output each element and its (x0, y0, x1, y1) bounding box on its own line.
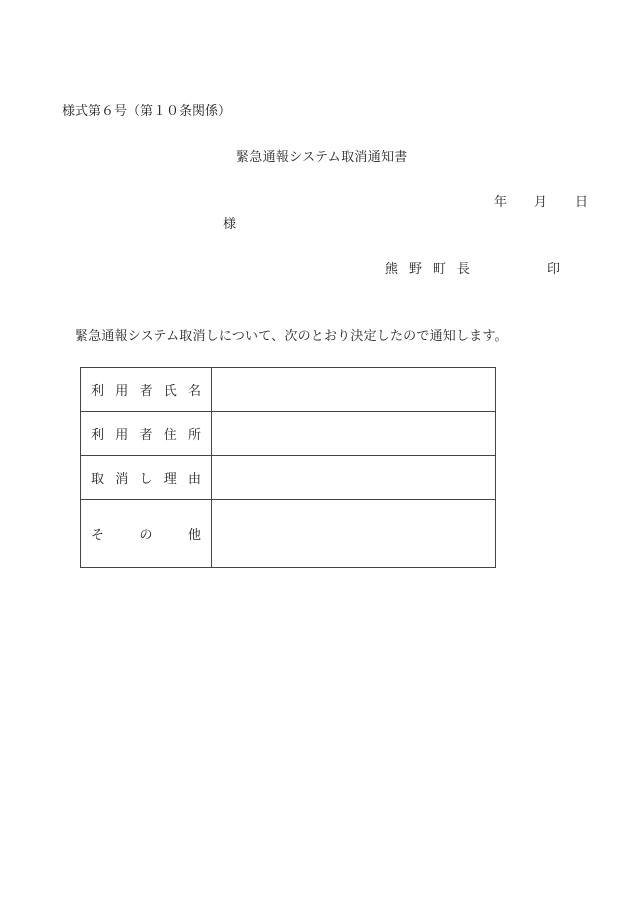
seal-label: 印 (547, 262, 561, 277)
user-address-field[interactable] (212, 412, 496, 456)
form-number: 様式第６号（第１０条関係） (62, 104, 232, 119)
table-row-user-address (81, 412, 496, 456)
user-name-field[interactable] (212, 368, 496, 412)
table-row-user-name (81, 368, 496, 412)
issuer-line (385, 258, 560, 277)
label-char: 名 (187, 384, 201, 399)
label-char: 用 (115, 428, 129, 443)
issuer-name: 熊野町長 (385, 262, 482, 277)
cancel-reason-field[interactable] (212, 456, 496, 500)
other-field[interactable] (212, 500, 496, 568)
label-other (81, 500, 212, 568)
label-char: 氏 (163, 384, 177, 399)
table-row-cancel-reason (81, 456, 496, 500)
addressee-honorific: 様 (223, 217, 237, 232)
label-char: 由 (187, 472, 201, 487)
table-row-other (81, 500, 496, 568)
label-cancel-reason (81, 456, 212, 500)
label-char: 理 (163, 472, 177, 487)
date-line (494, 191, 588, 210)
label-char: 者 (139, 384, 153, 399)
label-char: 住 (163, 428, 177, 443)
label-char: し (139, 472, 153, 487)
label-char: 利 (91, 428, 105, 443)
label-char: 利 (91, 384, 105, 399)
date-year-label: 年 (494, 195, 508, 210)
info-table (80, 367, 496, 568)
label-char: 他 (187, 528, 201, 543)
label-char: 者 (139, 428, 153, 443)
label-user-address (81, 412, 212, 456)
label-user-name (81, 368, 212, 412)
body-text: 緊急通報システム取消しについて、次のとおり決定したので通知します。 (75, 329, 508, 344)
date-day-label: 日 (575, 195, 589, 210)
label-char: の (139, 528, 153, 543)
label-char: 所 (187, 428, 201, 443)
date-month-label: 月 (534, 195, 548, 210)
document-title: 緊急通報システム取消通知書 (236, 150, 408, 165)
label-char: 用 (115, 384, 129, 399)
label-char: 取 (91, 472, 105, 487)
label-char: そ (91, 528, 105, 543)
label-char: 消 (115, 472, 129, 487)
